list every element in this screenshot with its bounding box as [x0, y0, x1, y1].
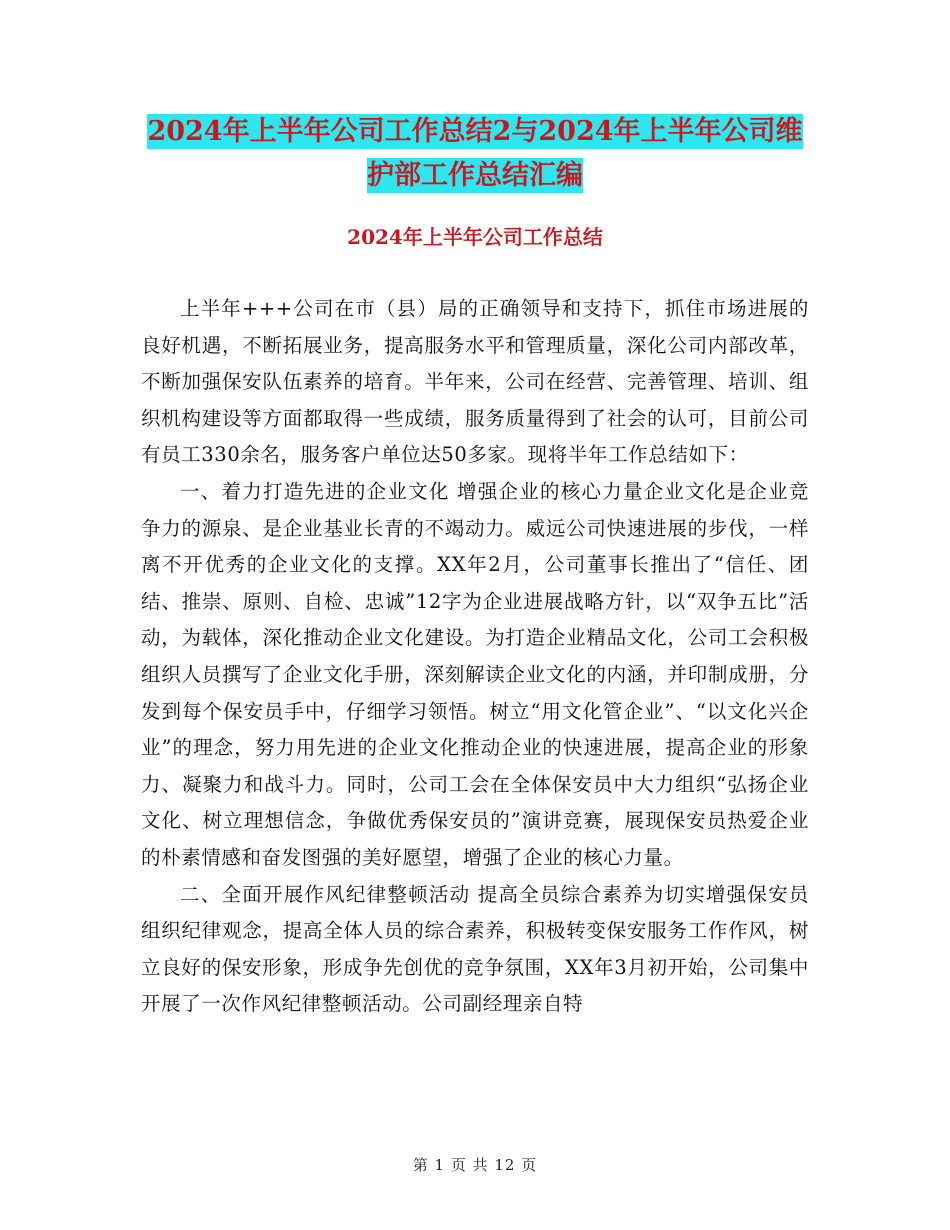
paragraph-intro: 上半年+++公司在市（县）局的正确领导和支持下，抓住市场进展的良好机遇，不断拓展业务，提高服务水平和管理质量，深化公司内部改革，不断加强保安队伍素养的培育。半年来，公司在经营、完善管理、培训、组织机构建设等方面都取得一些成绩，服务质量得到了社会的认可，目前公司有员工330余名，服务客户单位达50多家。现将半年工作总结如下：: [141, 297, 809, 467]
document-body: [141, 291, 809, 1023]
page-footer: 第 1 页 共 12 页: [412, 1156, 538, 1174]
title-line-2: 护部工作总结汇编: [367, 160, 583, 191]
document-title: [140, 110, 810, 198]
title-line-1: 2024年上半年公司工作总结2与2024年上半年公司维: [147, 116, 803, 147]
paragraph-discipline: 二、全面开展作风纪律整顿活动 提高全员综合素养为切实增强保安员组织纪律观念，提高全体人员的综合素养，积极转变保安服务工作作风，树立良好的保安形象，形成争先创优的竞争氛围，XX年3月初开始，公司集中开展了一次作风纪律整顿活动。公司副经理亲自特: [141, 882, 809, 1016]
section-title: 2024年上半年公司工作总结: [347, 225, 603, 249]
paragraph-culture: 一、着力打造先进的企业文化 增强企业的核心力量企业文化是企业竞争力的源泉、是企业基业长青的不竭动力。威远公司快速进展的步伐，一样离不开优秀的企业文化的支撑。XX年2月，公司董事长推出了“信任、团结、推崇、原则、自检、忠诚”12字为企业进展战略方针，以“双争五比”活动，为载体，深化推动企业文化建设。为打造企业精品文化，公司工会积极组织人员撰写了企业文化手册，深刻解读企业文化的内涵，并印制成册，分发到每个保安员手中，仔细学习领悟。树立“用文化管企业”、“以文化兴企业”的理念，努力用先进的企业文化推动企业的快速进展，提高企业的形象力、凝聚力和战斗力。同时，公司工会在全体保安员中大力组织“弘扬企业文化、树立理想信念，争做优秀保安员的”演讲竞赛，展现保安员热爱企业的朴素情感和奋发图强的美好愿望，增强了企业的核心力量。: [141, 479, 809, 869]
